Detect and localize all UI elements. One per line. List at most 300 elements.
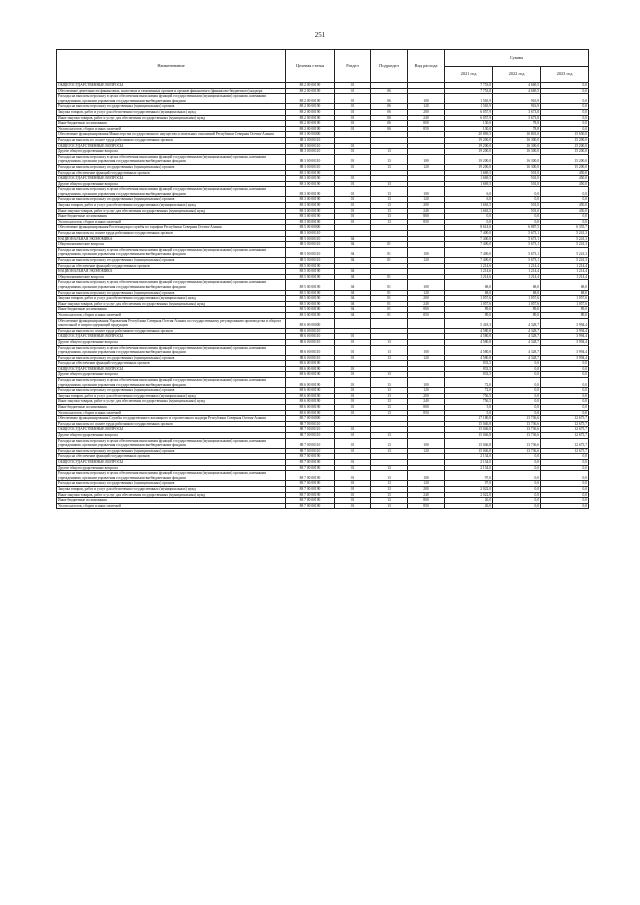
row-subsection-cell: 13 [371,149,408,155]
row-section-cell: 01 [335,427,371,433]
row-sum-2023-cell: 15 200,0 [541,154,589,164]
row-name-cell: Обеспечение деятельности финансовых, налоговых и таможенных органов и органов финансового (финансово-бюджетного) надзора [57,88,286,94]
table-row [57,438,589,448]
row-subsection-cell: 13 [371,378,408,388]
row-expense-type-cell: 120 [408,448,445,454]
row-sum-2023-cell: 0,0 [541,393,589,399]
row-code-cell: 88 7 00 00110 [286,421,335,427]
row-section-cell: 01 [335,438,371,448]
row-name-cell: Уплата налогов, сборов и иных платежей [57,219,286,225]
row-sum-2023-cell: 0,0 [541,121,589,127]
row-sum-2021-cell: 4 580,8 [445,345,493,355]
row-sum-2022-cell: 916,9 [493,104,541,110]
row-name-cell: Иные закупки товаров, работ и услуг для обеспечения государственных (муниципальных) нужд [57,208,286,214]
row-sum-2023-cell: 15 200,0 [541,149,589,155]
row-expense-type-cell: 240 [408,115,445,121]
row-section-cell: 01 [335,378,371,388]
row-sum-2021-cell: 1 669,5 [445,181,493,187]
row-sum-2023-cell: 89,0 [541,312,589,318]
row-subsection-cell: 01 [371,296,408,302]
row-code-cell: 88 3 00 00110 [286,164,335,170]
row-sum-2021-cell: 7 400,0 [445,247,493,257]
row-subsection-cell: 13 [371,372,408,378]
row-sum-2021-cell: 2 022,0 [445,492,493,498]
row-name-cell: Расходы на выплаты персоналу в целях обеспечения выполнения функций государственными (муниципальными) органами, казенными учреждениями, органами управления государственными внебюджетными фондами [57,438,286,448]
row-sum-2023-cell: 0,0 [541,219,589,225]
row-sum-2021-cell: 1 565,9 [445,94,493,104]
row-code-cell: 88 6 00 00110 [286,355,335,361]
row-expense-type-cell: 200 [408,296,445,302]
row-sum-2021-cell: 97,0 [445,481,493,487]
row-name-cell: Расходы на выплаты персоналу в целях обеспечения выполнения функций государственными (муниципальными) органами, казенными учреждениями, органами управления государственными внебюджетными фондами [57,247,286,257]
row-expense-type-cell: 240 [408,399,445,405]
page-number: 251 [314,31,326,39]
row-sum-2022-cell: 13 736,6 [493,438,541,448]
row-sum-2022-cell: 4 328,7 [493,318,541,328]
row-name-cell: Закупка товаров, работ и услуг для обеспечения государственных (муниципальных) нужд [57,296,286,302]
row-section-cell: 01 [335,187,371,197]
budget-table [56,49,589,509]
row-sum-2023-cell: 0,0 [541,410,589,416]
row-subsection-cell: 06 [371,109,408,115]
row-expense-type-cell: 800 [408,405,445,411]
row-subsection-cell: 13 [371,498,408,504]
row-name-cell: ОБЩЕГОСУДАРСТВЕННЫЕ ВОПРОСЫ [57,427,286,433]
row-subsection-cell: 01 [371,290,408,296]
row-name-cell: Другие общегосударственные вопросы [57,372,286,378]
row-section-cell: 01 [335,405,371,411]
row-name-cell: НАЦИОНАЛЬНАЯ ЭКОНОМИКА [57,269,286,275]
row-code-cell: 88 3 00 00190 [286,181,335,187]
row-name-cell: Расходы на выплаты персоналу в целях обеспечения выполнения функций государственными (муниципальными) органами, казенными учреждениями, органами управления государственными внебюджетными фондами [57,94,286,104]
row-name-cell: Расходы на обеспечение функций государственных органов [57,170,286,176]
row-section-cell: 01 [335,181,371,187]
row-expense-type-cell: 200 [408,203,445,209]
row-sum-2023-cell: 5 241,3 [541,236,589,242]
row-sum-2022-cell: 13 736,6 [493,427,541,433]
row-name-cell: Обеспечение функционирования Министерства государственного имущества и земельных отношений Республики Северная Осетия-Алания [57,132,286,138]
row-name-cell: Закупка товаров, работ и услуг для обеспечения государственных (муниципальных) нужд [57,203,286,209]
row-section-cell: 01 [335,339,371,345]
row-sum-2022-cell: 0,0 [493,197,541,203]
row-code-cell: 88 3 00 00190 [286,187,335,197]
row-subsection-cell: 13 [371,214,408,220]
row-section-cell: 01 [335,366,371,372]
row-name-cell: Другие общегосударственные вопросы [57,181,286,187]
row-sum-2021-cell: 1 214,6 [445,263,493,269]
row-name-cell: Другие общегосударственные вопросы [57,465,286,471]
row-sum-2022-cell: 68,0 [493,290,541,296]
row-code-cell: 88 2 00 00190 [286,115,335,121]
row-sum-2022-cell: 3 673,8 [493,109,541,115]
row-section-cell: 01 [335,471,371,481]
row-sum-2021-cell: 15 046,8 [445,421,493,427]
row-section-cell: 04 [335,274,371,280]
row-subsection-cell: 13 [371,433,408,439]
table-row [57,345,589,355]
row-sum-2023-cell: 1 057,6 [541,301,589,307]
row-name-cell: Расходы на обеспечение функций государственных органов [57,263,286,269]
row-subsection-cell: 13 [371,465,408,471]
row-sum-2023-cell: 450,0 [541,208,589,214]
table-body [57,83,589,509]
row-sum-2022-cell: 0,0 [493,372,541,378]
row-sum-2023-cell: 0,0 [541,465,589,471]
row-subsection-cell: 06 [371,115,408,121]
row-code-cell: 88 7 00 00190 [286,492,335,498]
row-section-cell: 01 [335,410,371,416]
row-name-cell: Иные бюджетные ассигнования [57,214,286,220]
row-name-cell: Расходы на выплаты персоналу государственных (муниципальных) органов [57,104,286,110]
row-sum-2021-cell: 7 400,0 [445,242,493,248]
row-code-cell: 88 7 00 00000 [286,416,335,422]
row-sum-2023-cell: 12 675,7 [541,427,589,433]
row-sum-2021-cell: 4 580,8 [445,334,493,340]
row-name-cell: Другие общегосударственные вопросы [57,339,286,345]
row-section-cell: 04 [335,307,371,313]
row-sum-2021-cell: 97,0 [445,471,493,481]
row-section-cell: 01 [335,334,371,340]
row-subsection-cell [371,318,408,328]
row-sum-2022-cell: 5 673,1 [493,231,541,237]
row-code-cell: 88 3 00 00000 [286,132,335,138]
table-row [57,503,589,509]
row-sum-2023-cell: 0,0 [541,109,589,115]
row-subsection-cell: 01 [371,258,408,264]
row-expense-type-cell: 850 [408,503,445,509]
row-code-cell: 88 6 00 00190 [286,388,335,394]
row-sum-2023-cell: 0,0 [541,471,589,481]
row-sum-2022-cell: 0,0 [493,219,541,225]
row-sum-2023-cell: 0,0 [541,399,589,405]
row-sum-2021-cell: 1 214,6 [445,274,493,280]
row-sum-2021-cell: 19 200,0 [445,143,493,149]
row-sum-2022-cell: 5 673,1 [493,236,541,242]
row-subsection-cell: 13 [371,492,408,498]
row-sum-2022-cell: 13 736,6 [493,416,541,422]
row-subsection-cell: 13 [371,481,408,487]
row-sum-2021-cell: 130,0 [445,126,493,132]
row-code-cell: 88 3 00 00190 [286,214,335,220]
row-sum-2021-cell: 4 580,8 [445,339,493,345]
row-sum-2023-cell: 3 994,4 [541,355,589,361]
row-sum-2023-cell: 0,0 [541,372,589,378]
row-sum-2022-cell: 78,8 [493,121,541,127]
row-sum-2022-cell: 13 736,6 [493,433,541,439]
row-code-cell: 88 6 00 00110 [286,328,335,334]
row-code-cell: 88 3 00 00190 [286,197,335,203]
row-code-cell: 88 6 00 00000 [286,318,335,328]
row-expense-type-cell: 120 [408,290,445,296]
row-sum-2023-cell: 450,0 [541,181,589,187]
row-section-cell: 01 [335,149,371,155]
row-subsection-cell: 13 [371,410,408,416]
row-sum-2021-cell: 89,0 [445,312,493,318]
row-sum-2021-cell: 6,0 [445,197,493,203]
row-sum-2022-cell: 0,0 [493,459,541,465]
row-sum-2022-cell: 5 673,1 [493,242,541,248]
row-sum-2023-cell: 0,0 [541,498,589,504]
row-name-cell: Расходы на обеспечение функций государственных органов [57,361,286,367]
row-sum-2021-cell: 26,0 [445,498,493,504]
row-section-cell: 04 [335,290,371,296]
row-sum-2023-cell: 0,0 [541,378,589,388]
row-expense-type-cell: 850 [408,410,445,416]
row-section-cell: 01 [335,498,371,504]
row-sum-2023-cell: 12 675,7 [541,421,589,427]
row-name-cell: Обеспечение функционирования Управления Республики Северная Осетия-Алания по государственному регулированию производства и оборота алкогольной и спиртосодержащей продукции [57,318,286,328]
table-row [57,187,589,197]
row-subsection-cell: 13 [371,339,408,345]
row-sum-2021-cell: 5 418,3 [445,318,493,328]
row-sum-2022-cell: 1 057,6 [493,296,541,302]
row-sum-2023-cell: 15 200,0 [541,143,589,149]
row-subsection-cell: 13 [371,355,408,361]
row-sum-2021-cell: 2 022,0 [445,486,493,492]
row-code-cell: 88 7 00 00190 [286,471,335,481]
row-code-cell: 88 3 00 00190 [286,170,335,176]
row-section-cell [335,318,371,328]
row-expense-type-cell: 200 [408,393,445,399]
row-code-cell: 88 7 00 00190 [286,481,335,487]
row-sum-2022-cell: 501,0 [493,181,541,187]
table-row [57,280,589,290]
header-subsection: Подраздел [371,50,408,83]
row-sum-2023-cell: 0,0 [541,94,589,104]
row-expense-type-cell: 120 [408,258,445,264]
row-expense-type-cell: 850 [408,219,445,225]
row-section-cell: 01 [335,94,371,104]
row-sum-2023-cell: 0,0 [541,454,589,460]
row-section-cell: 01 [335,355,371,361]
row-sum-2021-cell: 1 214,6 [445,269,493,275]
row-name-cell: Уплата налогов, сборов и иных платежей [57,126,286,132]
row-sum-2022-cell: 16 300,0 [493,149,541,155]
row-sum-2023-cell: 1 214,4 [541,269,589,275]
row-sum-2022-cell: 4 669,5 [493,88,541,94]
row-subsection-cell: 13 [371,448,408,454]
row-sum-2022-cell: 0,0 [493,187,541,197]
row-sum-2021-cell: 15 046,8 [445,448,493,454]
row-expense-type-cell: 200 [408,486,445,492]
row-name-cell: Иные закупки товаров, работ и услуг для обеспечения государственных (муниципальных) нужд [57,399,286,405]
row-code-cell: 88 5 00 00190 [286,290,335,296]
row-section-cell: 01 [335,115,371,121]
row-name-cell: Расходы на выплаты персоналу в целях обеспечения выполнения функций государственными (муниципальными) органами, казенными учреждениями, органами управления государственными внебюджетными фондами [57,345,286,355]
row-name-cell: Иные бюджетные ассигнования [57,121,286,127]
table-row [57,154,589,164]
row-name-cell: Расходы на выплаты персоналу в целях обеспечения выполнения функций государственными (муниципальными) органами, казенными учреждениями, органами управления государственными внебюджетными фондами [57,280,286,290]
row-subsection-cell: 01 [371,242,408,248]
row-expense-type-cell: 120 [408,164,445,170]
row-sum-2021-cell: 2 134,0 [445,465,493,471]
row-name-cell: ОБЩЕГОСУДАРСТВЕННЫЕ ВОПРОСЫ [57,366,286,372]
row-sum-2023-cell: 0,0 [541,405,589,411]
row-sum-2022-cell: 68,0 [493,280,541,290]
row-sum-2021-cell: 0,0 [445,219,493,225]
row-name-cell: ОБЩЕГОСУДАРСТВЕННЫЕ ВОПРОСЫ [57,459,286,465]
row-subsection-cell: 13 [371,399,408,405]
row-sum-2021-cell: 1 057,6 [445,296,493,302]
row-expense-type-cell: 240 [408,208,445,214]
row-subsection-cell: 13 [371,197,408,203]
row-sum-2023-cell: 12 675,7 [541,433,589,439]
row-subsection-cell: 06 [371,126,408,132]
row-sum-2023-cell: 1 214,4 [541,263,589,269]
row-subsection-cell: 13 [371,208,408,214]
row-section-cell: 04 [335,280,371,290]
row-sum-2023-cell: 0,0 [541,126,589,132]
header-year-2022: 2022 год [493,66,541,83]
row-sum-2021-cell: 7 400,0 [445,236,493,242]
header-section: Раздел [335,50,371,83]
row-section-cell: 01 [335,486,371,492]
row-sum-2022-cell: 4 328,7 [493,339,541,345]
row-sum-2022-cell: 0,0 [493,481,541,487]
row-subsection-cell: 13 [371,393,408,399]
row-section-cell: 01 [335,372,371,378]
row-sum-2021-cell: 8 614,6 [445,225,493,231]
row-section-cell: 01 [335,203,371,209]
row-code-cell: 88 2 00 00190 [286,83,335,89]
row-sum-2021-cell: 5,0 [445,410,493,416]
row-sum-2023-cell: 5 241,3 [541,258,589,264]
row-sum-2023-cell: 12 675,7 [541,438,589,448]
row-sum-2022-cell: 0,0 [493,486,541,492]
row-code-cell: 88 3 00 00110 [286,143,335,149]
row-section-cell: 04 [335,247,371,257]
row-code-cell: 88 6 00 00110 [286,345,335,355]
row-sum-2021-cell: 833,5 [445,372,493,378]
row-sum-2021-cell: 7 400,0 [445,258,493,264]
row-subsection-cell: 06 [371,94,408,104]
row-subsection-cell: 13 [371,164,408,170]
row-name-cell: Расходы на выплаты персоналу государственных (муниципальных) органов [57,290,286,296]
header-code: Целевая статья [286,50,335,83]
row-sum-2021-cell: 130,0 [445,121,493,127]
row-sum-2022-cell: 916,9 [493,94,541,104]
row-name-cell: Расходы на выплаты по оплате труда работников государственных органов [57,231,286,237]
row-sum-2023-cell: 89,0 [541,307,589,313]
row-sum-2021-cell: 4 580,8 [445,328,493,334]
row-subsection-cell: 01 [371,247,408,257]
row-code-cell: 88 5 00 00190 [286,263,335,269]
row-name-cell: Расходы на выплаты по оплате труда работников государственных органов [57,421,286,427]
row-section-cell: 01 [335,448,371,454]
row-sum-2023-cell: 12 675,7 [541,448,589,454]
row-name-cell: ОБЩЕГОСУДАРСТВЕННЫЕ ВОПРОСЫ [57,334,286,340]
row-section-cell: 04 [335,296,371,302]
row-section-cell: 01 [335,388,371,394]
row-expense-type-cell: 100 [408,187,445,197]
row-code-cell: 88 5 00 00190 [286,301,335,307]
row-sum-2021-cell: 89,0 [445,307,493,313]
row-code-cell: 88 7 00 00110 [286,427,335,433]
row-code-cell: 88 3 00 00190 [286,176,335,182]
row-subsection-cell: 13 [371,219,408,225]
row-name-cell: Закупка товаров, работ и услуг для обеспечения государственных (муниципальных) нужд [57,486,286,492]
row-name-cell: Уплата налогов, сборов и иных платежей [57,503,286,509]
row-subsection-cell: 01 [371,307,408,313]
row-expense-type-cell: 800 [408,307,445,313]
row-code-cell: 88 7 00 00190 [286,465,335,471]
row-name-cell: Расходы на выплаты по оплате труда работников государственных органов [57,137,286,143]
row-subsection-cell: 13 [371,405,408,411]
row-code-cell: 88 7 00 00190 [286,459,335,465]
row-sum-2023-cell: 3 994,4 [541,345,589,355]
row-name-cell: Иные закупки товаров, работ и услуг для обеспечения государственных (муниципальных) нужд [57,115,286,121]
row-sum-2021-cell: 1 565,9 [445,104,493,110]
row-sum-2023-cell: 1 057,6 [541,296,589,302]
table-row [57,378,589,388]
row-expense-type-cell: 100 [408,247,445,257]
row-code-cell: 88 6 00 00110 [286,339,335,345]
row-subsection-cell: 13 [371,486,408,492]
row-expense-type-cell: 120 [408,104,445,110]
row-sum-2021-cell: 19 200,0 [445,137,493,143]
row-code-cell: 88 5 00 00190 [286,307,335,313]
row-name-cell: Иные закупки товаров, работ и услуг для обеспечения государственных (муниципальных) нужд [57,301,286,307]
row-code-cell: 88 5 00 00110 [286,258,335,264]
row-sum-2022-cell: 16 801,0 [493,132,541,138]
row-code-cell: 88 7 00 00190 [286,498,335,504]
row-expense-type-cell: 100 [408,280,445,290]
row-sum-2022-cell: 1 214,4 [493,269,541,275]
header-name: Наименование [57,50,286,83]
row-sum-2022-cell: 13 736,6 [493,448,541,454]
row-sum-2022-cell: 0,0 [493,410,541,416]
row-name-cell: Расходы на выплаты по оплате труда работников государственных органов [57,328,286,334]
row-name-cell: Уплата налогов, сборов и иных платежей [57,410,286,416]
row-code-cell: 88 3 00 00190 [286,219,335,225]
row-section-cell: 01 [335,154,371,164]
row-name-cell: Общеэкономические вопросы [57,274,286,280]
row-name-cell: Закупка товаров, работ и услуг для обеспечения государственных (муниципальных) нужд [57,109,286,115]
row-code-cell: 88 6 00 00190 [286,372,335,378]
row-section-cell: 01 [335,481,371,487]
table-row [57,94,589,104]
row-sum-2022-cell: 6 887,5 [493,225,541,231]
row-code-cell: 88 2 00 00190 [286,126,335,132]
row-sum-2022-cell: 0,0 [493,492,541,498]
row-name-cell: Расходы на выплаты персоналу государственных (муниципальных) органов [57,164,286,170]
row-subsection-cell: 13 [371,438,408,448]
row-code-cell: 88 5 00 00000 [286,225,335,231]
row-subsection-cell: 13 [371,181,408,187]
row-code-cell: 88 2 00 00190 [286,109,335,115]
row-sum-2023-cell: 0,0 [541,459,589,465]
row-code-cell: 88 3 00 00110 [286,149,335,155]
row-name-cell: НАЦИОНАЛЬНАЯ ЭКОНОМИКА [57,236,286,242]
row-code-cell: 88 5 00 00110 [286,242,335,248]
row-expense-type-cell: 100 [408,154,445,164]
row-name-cell: Обеспечение функционирования Ростехнадзора службы по тарифам Республики Северная Осетия-Алания [57,225,286,231]
row-name-cell: Другие общегосударственные вопросы [57,433,286,439]
row-code-cell: 88 6 00 00190 [286,399,335,405]
row-name-cell: Общеэкономические вопросы [57,242,286,248]
row-sum-2022-cell: 0,0 [493,498,541,504]
row-expense-type-cell: 800 [408,214,445,220]
row-section-cell: 01 [335,83,371,89]
row-code-cell: 88 6 00 00190 [286,361,335,367]
row-sum-2021-cell: 2 134,0 [445,459,493,465]
row-sum-2022-cell: 4 328,7 [493,334,541,340]
header-year-2021: 2021 год [445,66,493,83]
row-code-cell: 88 2 00 00190 [286,104,335,110]
row-sum-2023-cell: 450,0 [541,176,589,182]
row-subsection-cell: 13 [371,388,408,394]
row-sum-2021-cell: 833,5 [445,361,493,367]
